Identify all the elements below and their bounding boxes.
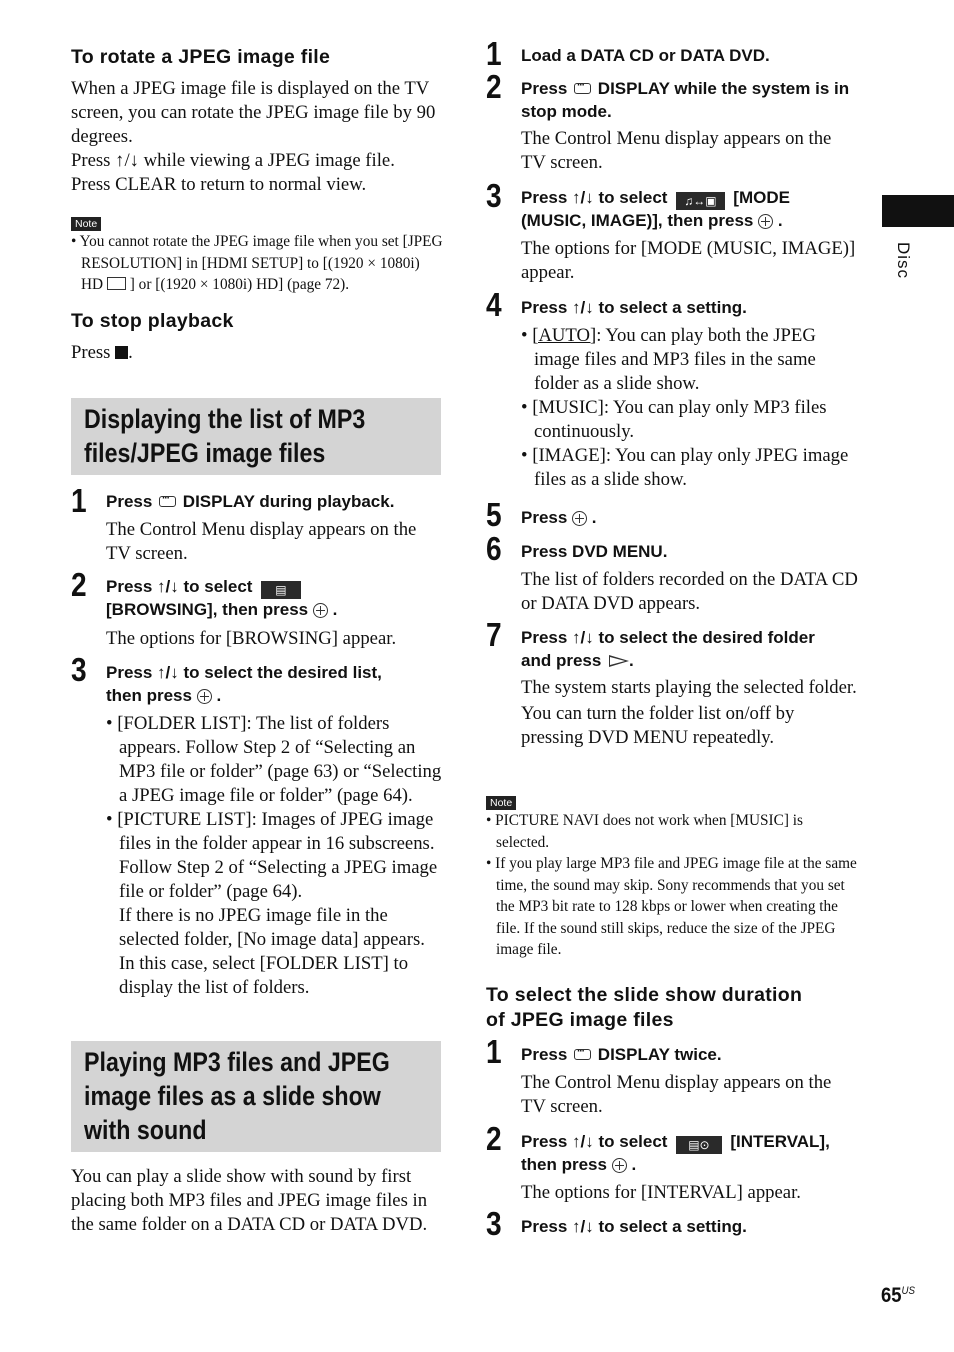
step-number: 3 [486, 177, 502, 214]
step-number: 3 [486, 1205, 502, 1242]
rotate-note [71, 231, 443, 296]
list-item: • [PICTURE LIST]: Images of JPEG image files in the folder appear in 16 subscreens. Follow Step 2 of “Selecting a JPEG image file or folder” (page 64). [106, 809, 438, 902]
step-heading-text: [BROWSING], then press [106, 600, 309, 619]
step-heading: Press ↑/↓ to select ▤ [BROWSING], then press . [106, 577, 338, 619]
step-heading-text: Press ↑/↓ to select a setting. [521, 298, 747, 317]
interval-step-1 [486, 1033, 858, 1119]
interval-heading [486, 983, 858, 1033]
step-number: 2 [71, 566, 87, 603]
stop-body [71, 341, 133, 365]
enter-button-icon [612, 1158, 627, 1173]
step-heading-text: (MUSIC, IMAGE)], then press [521, 211, 754, 230]
section-tab-marker [882, 195, 954, 227]
list-item: • [FOLDER LIST]: The list of folders appears. Follow Step 2 of “Selecting an MP3 file or folder” (page 63) or “Selecting a JPEG image file or folder” (page 64). [106, 713, 442, 806]
step-number: 5 [486, 496, 502, 533]
option-auto-text: : You can play both the JPEG image files and MP3 files in the same folder as a slide show. [534, 324, 816, 394]
step-heading-text: Press ↑/↓ to select [521, 188, 668, 207]
step-heading [521, 1039, 858, 1067]
list-item: • [MUSIC]: You can play only MP3 files continuously. [521, 396, 827, 442]
step-heading [521, 74, 858, 123]
section-title-box [71, 398, 441, 475]
page-number-value: 65 [881, 1284, 902, 1307]
step-heading-text: then press [106, 685, 192, 705]
step-2 [486, 68, 858, 175]
step-heading-text: Press [106, 492, 153, 511]
interval-heading-line: To select the slide show duration [486, 984, 803, 1006]
step-body: The options for [INTERVAL] appear. [521, 1181, 801, 1203]
step-number: 1 [486, 1033, 502, 1070]
step-heading-text: Press ↑/↓ to select [106, 577, 253, 596]
interval-step-2 [486, 1120, 858, 1205]
step-body: The Control Menu display appears on the TV screen. [521, 128, 832, 173]
step-heading: Press ↑/↓ to select ♫↔▣ [MODE (MUSIC, IMAGE)], then press . [521, 188, 790, 230]
list-item: • [IMAGE]: You can play only JPEG image files as a slide show. [521, 444, 849, 490]
rotate-heading: To rotate a JPEG image file [71, 46, 331, 68]
step-heading-text: Press [521, 79, 568, 98]
enter-button-icon [313, 603, 328, 618]
enter-button-icon [197, 689, 212, 704]
rotate-note-text: • You cannot rotate the JPEG image file when you set [JPEG RESOLUTION] in [HDMI SETUP] to [(1920 × 1080i) HD [71, 233, 443, 293]
note-item: • If you play large MP3 file and JPEG image file at the same time, the sound may skip. Sony recommends that you set the MP3 bit rate to 128 kbps or lower when creating the file. If the sound still skips, reduce the size of the JPEG image file. [486, 855, 857, 958]
step-3 [71, 651, 443, 1000]
step-heading-text: Press DVD MENU. [521, 542, 668, 561]
display-button-icon [574, 1049, 591, 1060]
step-number: 7 [486, 616, 502, 653]
section-title-line: Displaying the list of MP3 [84, 404, 366, 434]
section-tab-label: Disc [894, 242, 913, 280]
step-bullets [521, 324, 858, 492]
step-5 [486, 496, 858, 533]
step-number: 2 [486, 1120, 502, 1157]
step-number: 4 [486, 286, 502, 323]
step-body: The options for [MODE (MUSIC, IMAGE)] appear. [521, 237, 856, 283]
step-body: The Control Menu display appears on the TV screen. [521, 1071, 832, 1117]
enter-button-icon [758, 214, 773, 229]
step-heading-text: Press [521, 1045, 568, 1064]
step-1 [486, 35, 858, 72]
step-number: 1 [486, 35, 502, 72]
option-auto-label: [AUTO] [532, 324, 597, 346]
page-region-suffix: US [901, 1285, 916, 1297]
step-heading-text: and press [521, 650, 602, 670]
slideshow-intro: You can play a slide show with sound by first placing both MP3 files and JPEG image files in the same folder on a DATA CD or DATA DVD. [71, 1166, 428, 1235]
step-heading-text: [MODE [733, 188, 790, 207]
step-heading: Press ↑/↓ to select ▤⊙ [INTERVAL], then press . [521, 1132, 830, 1174]
interval-setting-icon: ▤⊙ [676, 1136, 721, 1154]
rotate-note-text-end: ] or [(1920 × 1080i) HD] (page 72). [129, 276, 350, 293]
display-button-icon [159, 496, 176, 507]
step-6 [486, 530, 858, 616]
note-label: Note [486, 796, 516, 810]
step-1 [71, 482, 443, 566]
page-number [881, 1284, 915, 1308]
step-number: 2 [486, 68, 502, 105]
mode-music-image-icon: ♫↔▣ [676, 192, 724, 210]
list-item: • [AUTO]: You can play both the JPEG image files and MP3 files in the same folder as a slide show. [521, 324, 816, 394]
step-heading: Press ↑/↓ to select the desired folder and press . [521, 622, 858, 672]
section-title-box [71, 1041, 441, 1152]
step-body: The list of folders recorded on the DATA CD or DATA DVD appears. [521, 568, 858, 614]
hd-frame-icon [107, 277, 126, 290]
display-button-icon [574, 83, 591, 94]
step-heading-text: DISPLAY twice. [597, 1045, 722, 1064]
step-heading-text: Press ↑/↓ to select the desired list, [106, 663, 382, 682]
step-heading: Press ↑/↓ to select the desired list, then press . [106, 657, 443, 707]
browsing-icon: ▤ [261, 581, 300, 599]
step-number: 3 [71, 651, 87, 688]
step-number: 6 [486, 530, 502, 567]
note-tag [71, 214, 101, 232]
step-heading: Press . [521, 508, 597, 527]
step-heading-text: Press ↑/↓ to select [521, 1132, 668, 1151]
play-icon [609, 655, 629, 667]
step-3 [486, 177, 858, 285]
step-body: The options for [BROWSING] appear. [106, 627, 397, 649]
interval-heading-line: of JPEG image files [486, 1009, 674, 1031]
interval-step-3 [486, 1205, 858, 1242]
stop-icon [115, 346, 128, 359]
rotate-instruction: Press ↑/↓ while viewing a JPEG image file. [71, 150, 395, 171]
rotate-body [71, 77, 443, 197]
list-item-continuation: If there is no JPEG image file in the selected folder, [No image data] appears. In this case, select [FOLDER LIST] to display the list of folders. [119, 905, 425, 998]
rotate-clear-instruction: Press CLEAR to return to normal view. [71, 174, 367, 195]
step-heading [106, 488, 443, 514]
option-music-text: [MUSIC]: You can play only MP3 files continuously. [532, 396, 827, 442]
stop-press-text: Press [71, 342, 111, 363]
step-bullets [106, 712, 443, 1000]
step-heading-text: DISPLAY while the system is in stop mode. [521, 79, 850, 121]
step-heading-text: Press [521, 508, 568, 527]
step-7 [486, 616, 858, 750]
note-item: • PICTURE NAVI does not work when [MUSIC] is selected. [486, 812, 803, 851]
section-title-line: image files as a slide show [84, 1081, 381, 1111]
step-heading-text: Press ↑/↓ to select a setting. [521, 1217, 747, 1236]
step-body: You can turn the folder list on/off by pressing DVD MENU repeatedly. [521, 703, 795, 748]
section-title-line: Playing MP3 files and JPEG [84, 1047, 390, 1077]
section-title-line: files/JPEG image files [84, 438, 326, 468]
step-2 [71, 566, 443, 651]
step-heading-text: [INTERVAL], [730, 1132, 830, 1151]
step-4 [486, 286, 858, 492]
step-heading-text: then press [521, 1155, 607, 1174]
stop-heading: To stop playback [71, 310, 234, 332]
step-heading-text: Press ↑/↓ to select the desired folder [521, 628, 815, 647]
stop-period: . [128, 342, 133, 363]
step-number: 1 [71, 482, 87, 519]
enter-button-icon [572, 511, 587, 526]
step-heading-text: Load a DATA CD or DATA DVD. [521, 46, 770, 65]
rotate-body-text: When a JPEG image file is displayed on the TV screen, you can rotate the JPEG image file by 90 degrees. [71, 78, 436, 147]
step-body: The Control Menu display appears on the TV screen. [106, 518, 417, 564]
note-tag [486, 793, 516, 811]
step-heading-text: DISPLAY during playback. [182, 492, 395, 511]
note-label: Note [71, 217, 101, 231]
slideshow-notes [486, 810, 858, 961]
step-body: The system starts playing the selected folder. [521, 677, 857, 698]
option-image-text: [IMAGE]: You can play only JPEG image files as a slide show. [532, 444, 849, 490]
section-title-line: with sound [84, 1115, 207, 1145]
